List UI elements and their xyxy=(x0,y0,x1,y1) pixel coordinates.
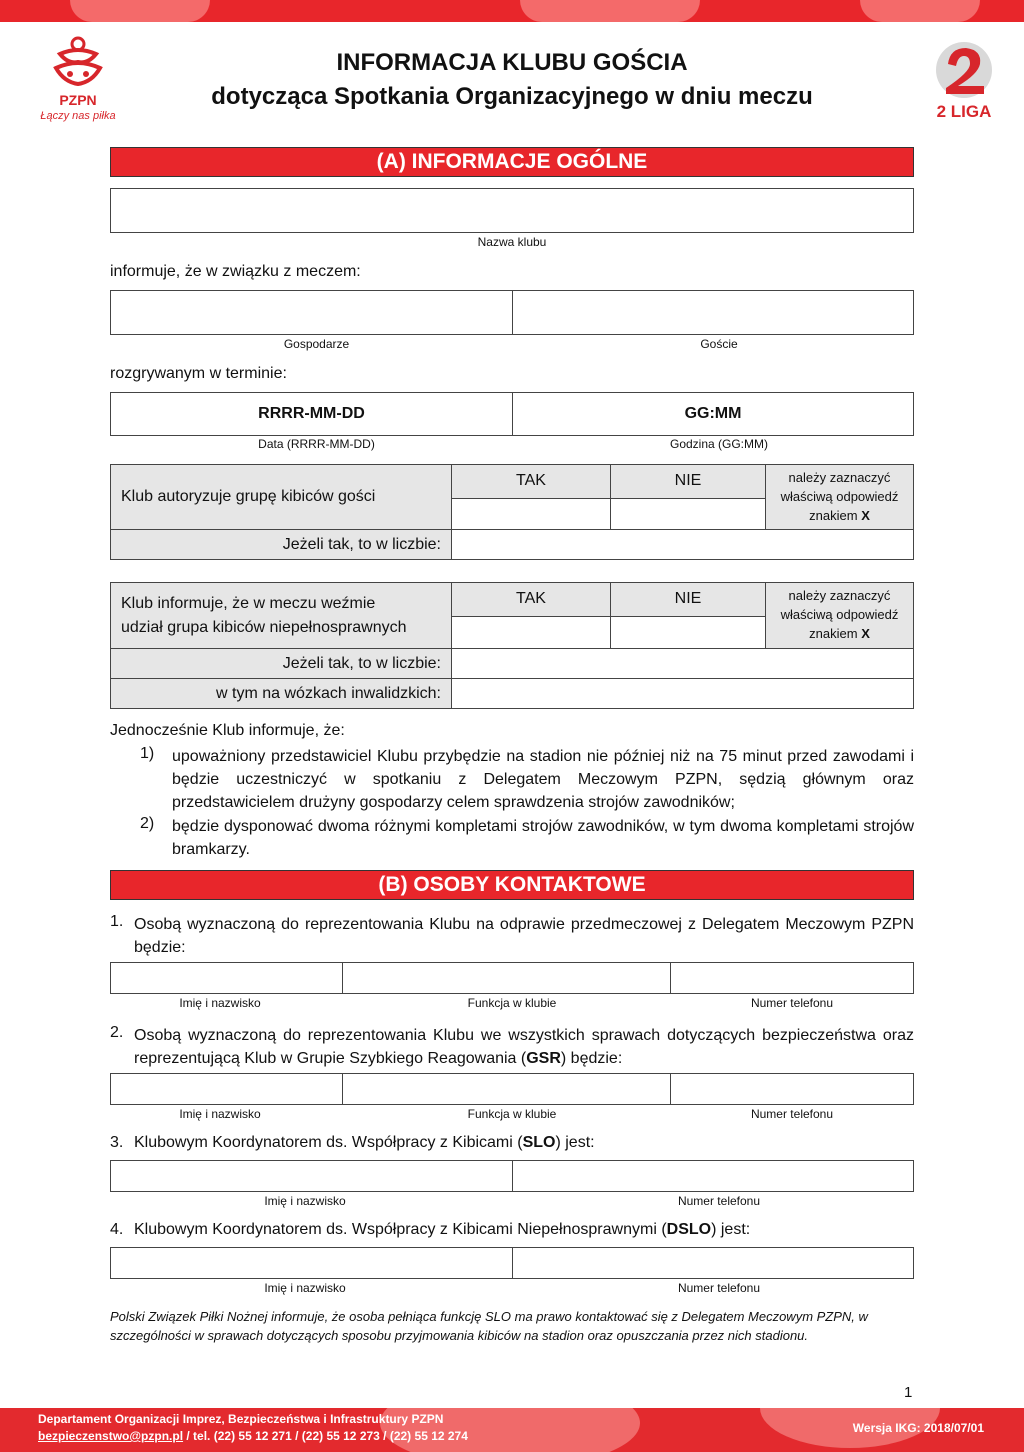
no-label: NIE xyxy=(674,472,702,489)
p3-number: 3. xyxy=(110,1134,124,1151)
p1-function-field[interactable] xyxy=(342,962,671,994)
slo-note: Polski Związek Piłki Nożnej informuje, że osoba pełniąca funkcję SLO ma prawo kontaktować się z Delegatem Meczowym PZPN, w szczególności w sprawach dotyczących sposobu przyjmowania kibiców na stadion oraz opuszczania przez nich stadionu. xyxy=(110,1309,868,1343)
section-b-title: (B) OSOBY KONTAKTOWE xyxy=(110,870,914,900)
mark-note-cell xyxy=(765,582,914,649)
p1-number: 1. xyxy=(110,913,124,930)
informs-text: informuje, że w związku z meczem: xyxy=(110,263,361,280)
p2-phone-field[interactable] xyxy=(670,1073,914,1105)
hosts-caption: Gospodarze xyxy=(283,337,350,351)
time-caption: Godzina (GG:MM) xyxy=(669,437,768,451)
decor-swoosh xyxy=(70,0,210,22)
p2-phone-caption: Numer telefonu xyxy=(750,1107,834,1121)
also-informs-text: Jednocześnie Klub informuje, że: xyxy=(110,722,345,739)
item2-text: będzie dysponować dwoma różnymi kompletami strojów zawodników, w tym dwoma kompletami strojów bramkarzy. xyxy=(172,818,914,858)
p3-name-caption: Imię i nazwisko xyxy=(264,1194,346,1208)
p4-phone-field[interactable] xyxy=(512,1247,914,1279)
time-value: GG:MM xyxy=(684,405,742,422)
top-band xyxy=(0,0,1024,22)
decor-swoosh xyxy=(520,0,700,22)
footer-department: Departament Organizacji Imprez, Bezpieczeństwa i Infrastruktury PZPN xyxy=(38,1412,444,1426)
p2-name-field[interactable] xyxy=(110,1073,343,1105)
pzpn-logo xyxy=(36,34,120,126)
fans-count-field[interactable] xyxy=(451,529,914,560)
mark-note-line: znakiem X xyxy=(809,508,870,523)
date-value: RRRR-MM-DD xyxy=(258,405,365,422)
yes-header-cell xyxy=(451,582,611,617)
p2-function-caption: Funkcja w klubie xyxy=(467,1107,557,1121)
footer-contact xyxy=(38,1429,468,1443)
disabled-count-field[interactable] xyxy=(451,648,914,679)
p2-name-caption: Imię i nazwisko xyxy=(179,1107,261,1121)
hosts-field[interactable] xyxy=(110,290,513,335)
p3-phone-caption: Numer telefonu xyxy=(677,1194,761,1208)
mark-note-line: należy zaznaczyć xyxy=(788,470,891,485)
p4-name-field[interactable] xyxy=(110,1247,513,1279)
p2-function-field[interactable] xyxy=(342,1073,671,1105)
logo-right-text: 2 LIGA xyxy=(936,102,992,121)
fans-count-label-cell xyxy=(110,529,452,560)
footer-version: Wersja IKG: 2018/07/01 xyxy=(852,1421,984,1435)
disabled-no-checkbox[interactable] xyxy=(610,616,766,649)
disabled-label-cell xyxy=(110,582,452,649)
no-header-cell xyxy=(610,464,766,499)
p1-name-field[interactable] xyxy=(110,962,343,994)
no-label: NIE xyxy=(674,590,702,607)
yes-header-cell xyxy=(451,464,611,499)
logo-left-motto: Łączy nas piłka xyxy=(40,110,116,122)
p3-phone-field[interactable] xyxy=(512,1160,914,1192)
fans-group-label-cell xyxy=(110,464,452,530)
p1-function-caption: Funkcja w klubie xyxy=(467,996,557,1010)
p4-number: 4. xyxy=(110,1221,124,1238)
date-field[interactable] xyxy=(110,392,513,436)
yes-label: TAK xyxy=(516,472,546,489)
p4-phone-caption: Numer telefonu xyxy=(677,1281,761,1295)
disabled-label-line1: Klub informuje, że w meczu weźmie xyxy=(121,595,376,612)
footer-phones: / tel. (22) 55 12 271 / (22) 55 12 273 / (22) 55 12 274 xyxy=(183,1429,468,1443)
page-subtitle: dotycząca Spotkania Organizacyjnego w dniu meczu xyxy=(211,83,813,110)
no-header-cell xyxy=(610,582,766,617)
p1-name-caption: Imię i nazwisko xyxy=(179,996,261,1010)
p2-text: Osobą wyznaczoną do reprezentowania Klubu we wszystkich sprawach dotyczących bezpieczeństwa oraz reprezentującą Klub w Grupie Szybkiego Reagowania (GSR) będzie: xyxy=(134,1027,914,1067)
p1-phone-field[interactable] xyxy=(670,962,914,994)
p1-text: Osobą wyznaczoną do reprezentowania Klubu na odprawie przedmeczowej z Delegatem Meczowym PZPN będzie: xyxy=(134,916,914,956)
club-name-field[interactable] xyxy=(110,188,914,233)
wheelchair-label: w tym na wózkach inwalidzkich: xyxy=(216,685,441,702)
decor-swoosh xyxy=(860,0,980,22)
disabled-count-label-cell xyxy=(110,648,452,679)
disabled-yes-checkbox[interactable] xyxy=(451,616,611,649)
fans-no-checkbox[interactable] xyxy=(610,498,766,530)
disabled-label-line2: udział grupa kibiców niepełnosprawnych xyxy=(121,619,407,636)
section-a-title: (A) INFORMACJE OGÓLNE xyxy=(110,147,914,177)
guests-field[interactable] xyxy=(512,290,914,335)
mark-note-cell xyxy=(765,464,914,530)
footer-email-link[interactable]: bezpieczenstwo@pzpn.pl xyxy=(38,1429,184,1443)
mark-note-line: właściwą odpowiedź xyxy=(780,489,899,504)
p3-text: Klubowym Koordynatorem ds. Współpracy z Kibicami (SLO) jest: xyxy=(134,1134,595,1151)
fans-count-label: Jeżeli tak, to w liczbie: xyxy=(282,536,441,553)
page-number: 1 xyxy=(904,1384,913,1401)
fans-group-label: Klub autoryzuje grupę kibiców gości xyxy=(121,488,376,505)
page-title: INFORMACJA KLUBU GOŚCIA xyxy=(336,49,688,76)
fans-yes-checkbox[interactable] xyxy=(451,498,611,530)
logo-left-text: PZPN xyxy=(59,92,97,108)
disabled-count-label: Jeżeli tak, to w liczbie: xyxy=(282,655,441,672)
mark-note-line: należy zaznaczyć xyxy=(788,588,891,603)
item1-text: upoważniony przedstawiciel Klubu przybędzie na stadion nie później niż na 75 minut przed zawodami i będzie uczestniczyć w spotkaniu z Delegatem Meczowym PZPN, sędzią głównym oraz przedstawicielem drużyny gospodarzy celem sprawdzenia strojów zawodników; xyxy=(172,748,914,811)
mark-note-line: znakiem X xyxy=(809,626,870,641)
club-name-caption: Nazwa klubu xyxy=(477,235,547,249)
wheelchair-label-cell xyxy=(110,678,452,709)
guests-caption: Goście xyxy=(700,337,738,351)
p4-name-caption: Imię i nazwisko xyxy=(264,1281,346,1295)
p2-number: 2. xyxy=(110,1024,124,1041)
yes-label: TAK xyxy=(516,590,546,607)
date-caption: Data (RRRR-MM-DD) xyxy=(258,437,375,451)
item1-number: 1) xyxy=(140,745,155,762)
mark-note-line: właściwą odpowiedź xyxy=(780,607,899,622)
wheelchair-count-field[interactable] xyxy=(451,678,914,709)
p3-name-field[interactable] xyxy=(110,1160,513,1192)
time-field[interactable] xyxy=(512,392,914,436)
played-text: rozgrywanym w terminie: xyxy=(110,365,287,382)
p1-phone-caption: Numer telefonu xyxy=(750,996,834,1010)
p4-text: Klubowym Koordynatorem ds. Współpracy z Kibicami Niepełnosprawnymi (DSLO) jest: xyxy=(134,1221,751,1238)
item2-number: 2) xyxy=(140,815,155,832)
